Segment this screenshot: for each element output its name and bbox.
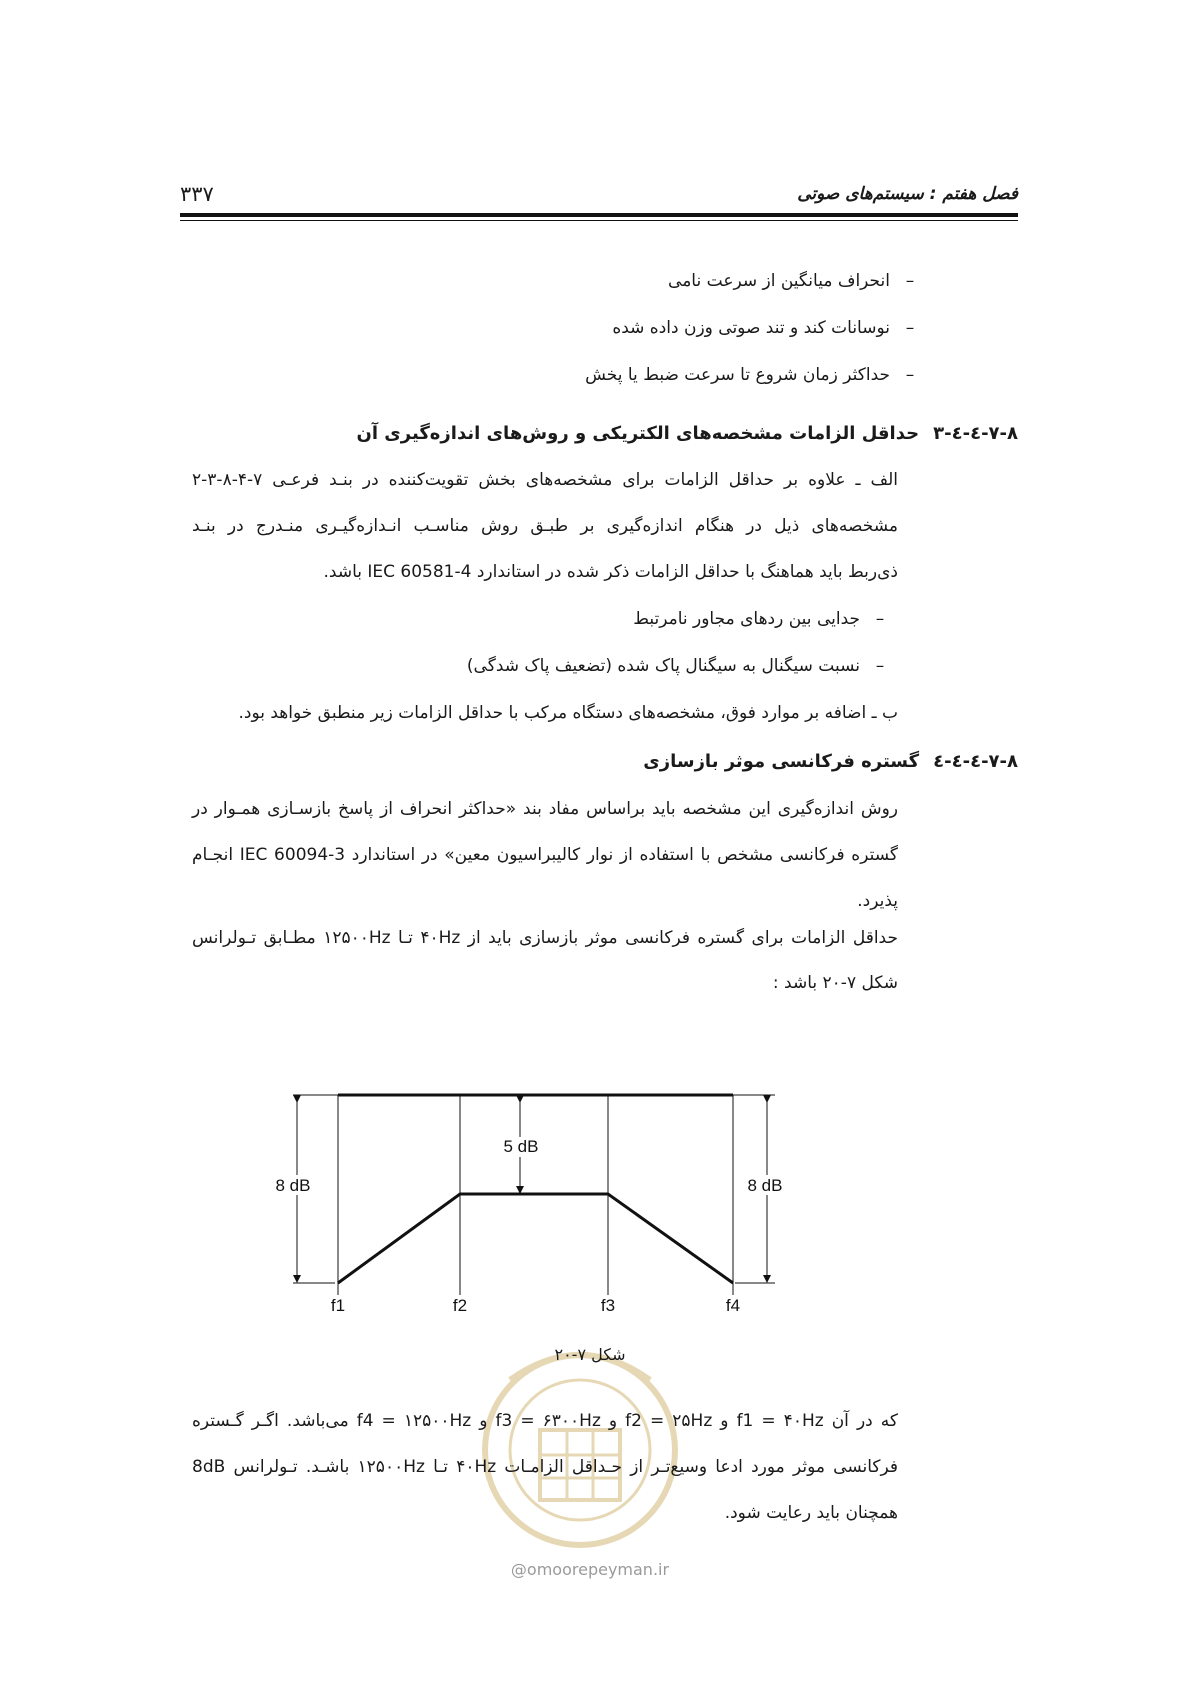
paragraph-line: ذی‌ربط باید هماهنگ با حداقل الزامات ذکر شده در استاندارد IEC 60581-4 باشد.: [323, 562, 898, 582]
freq-label: f1: [330, 1296, 346, 1315]
list-item: –جدایی بین ردهای مجاور نامرتبط: [633, 609, 885, 629]
paragraph-line: پذیرد.: [857, 891, 898, 911]
paragraph-line: حداقل الزامات برای گستره فرکانسی موثر بازسازی باید از ۴۰Hz تـا ۱۲۵۰۰Hz مطـابق تـولرانس: [192, 928, 898, 948]
page-header: [180, 182, 1018, 212]
tolerance-diagram: [255, 1085, 815, 1315]
list-item: –نسبت سیگنال به سیگنال پاک شده (تضعیف پاک شدگی): [466, 656, 885, 676]
paragraph-line: گستره فرکانسی مشخص با استفاده از نوار کالیبراسیون معین» در استاندارد IEC 60094-3 انجـام: [192, 845, 898, 865]
section-title: حداقل الزامات مشخصه‌های الکتریکی و روش‌های اندازه‌گیری آن: [356, 423, 920, 444]
section-number: ۷-۸-٤-٤-۳: [933, 423, 1018, 444]
lower-limit-line: [338, 1194, 733, 1283]
paragraph-line: همچنان باید رعایت شود.: [724, 1503, 898, 1523]
paragraph-line: ب ـ اضافه بر موارد فوق، مشخصه‌های دستگاه مرکب با حداقل الزامات زیر منطبق خواهد بود.: [238, 703, 898, 723]
paragraph-line: الف ـ علاوه بر حداقل الزامات برای مشخصه‌های بخش تقویت‌کننده در بنـد فرعـی ۷-۴-۸-۳-۲: [192, 470, 898, 490]
paragraph-line: مشخصه‌های ذیل در هنگام اندازه‌گیری بر طبـق روش مناسـب انـدازه‌گیـری منـدرج در بنـد: [192, 516, 898, 536]
paragraph-line: شکل ۷-۲۰ باشد :: [772, 973, 898, 993]
list-item: –حداکثر زمان شروع تا سرعت ضبط یا پخش: [585, 365, 915, 385]
section-heading: [357, 419, 1019, 449]
freq-label: f2: [452, 1296, 468, 1315]
figure-caption: شکل ۷-۲۰: [554, 1345, 626, 1364]
freq-label: f4: [725, 1296, 741, 1315]
paragraph-line: که در آن f1 = ۴۰Hz و f2 = ۲۵Hz و f3 = ۶۳۰۰Hz و f4 = ۱۲۵۰۰Hz می‌باشد. اگـر گـستره: [192, 1411, 898, 1431]
header-rule-thick: [180, 213, 1018, 217]
paragraph-line: فرکانسی موثر مورد ادعا وسیع‌تـر از حـداقل الزامـات ۴۰Hz تـا ۱۲۵۰۰Hz باشـد. تـولرانس 8dB: [192, 1457, 899, 1477]
list-item: –نوسانات کند و تند صوتی وزن داده شده: [612, 318, 915, 338]
dim-label-left: 8 dB: [275, 1176, 311, 1195]
section-heading: [643, 747, 1018, 777]
header-rule-thin: [180, 220, 1018, 221]
dim-label-mid: 5 dB: [503, 1137, 539, 1156]
watermark-text: @omoorepeyman.ir: [510, 1560, 670, 1579]
freq-label: f3: [600, 1296, 616, 1315]
chapter-title: فصل هفتم : سیستم‌های صوتی: [797, 184, 1018, 204]
section-number: ۷-۸-٤-٤-٤: [933, 751, 1018, 772]
dim-label-right: 8 dB: [747, 1176, 783, 1195]
paragraph-line: روش اندازه‌گیری این مشخصه باید براساس مفاد بند «حداکثر انحراف از پاسخ بازسـازی همـوار در: [192, 799, 898, 819]
list-item: –انحراف میانگین از سرعت نامی: [668, 271, 915, 291]
page-number: ۳۳۷: [180, 182, 214, 206]
section-title: گستره فرکانسی موثر بازسازی: [643, 751, 920, 772]
